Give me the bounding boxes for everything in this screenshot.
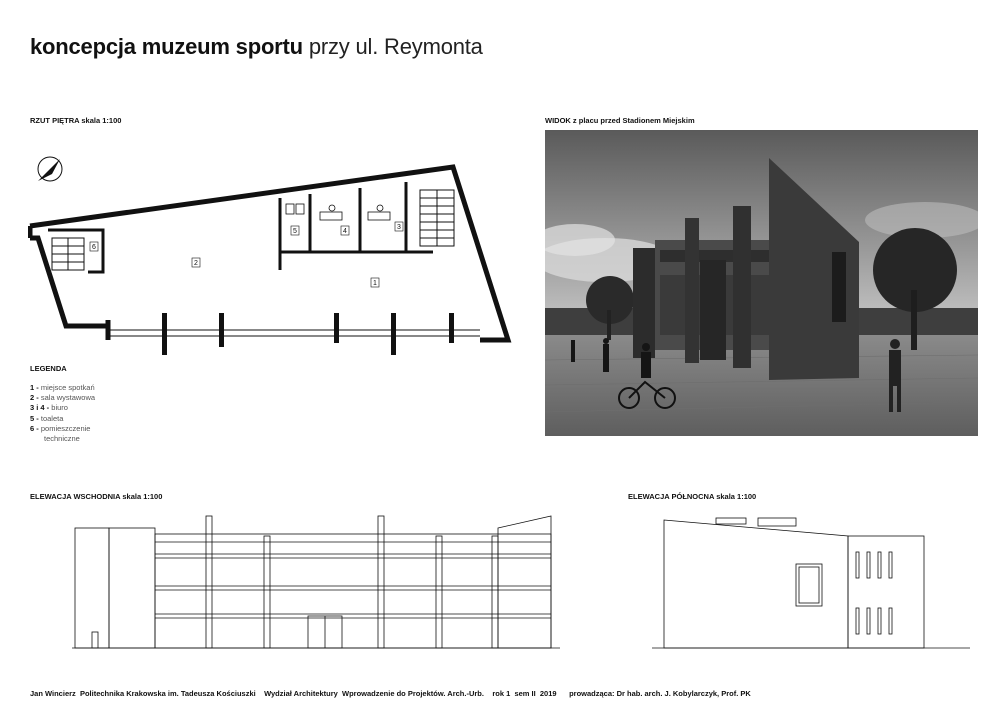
- room-number: 3: [397, 224, 401, 231]
- room-number: 5: [293, 228, 297, 235]
- view-label: WIDOK z placu przed Stadionem Miejskim: [545, 116, 695, 125]
- east-elevation-label: ELEWACJA WSCHODNIA skala 1:100: [30, 492, 163, 501]
- page-title: [30, 34, 483, 60]
- view-render: [545, 130, 978, 436]
- footer-course: Wprowadzenie do Projektów. Arch.-Urb.: [342, 689, 484, 698]
- legend-item: 1 - miejsce spotkań: [30, 383, 95, 392]
- legend-item: 6 - pomieszczenie: [30, 423, 91, 433]
- footer-supervisor: prowadząca: Dr hab. arch. J. Kobylarczyk, Prof. PK: [569, 689, 751, 698]
- footer-year: rok 1: [492, 689, 511, 698]
- footer-author: Jan Wincierz: [30, 689, 76, 698]
- east-elevation-drawing: [72, 512, 562, 652]
- footer-school: Politechnika Krakowska im. Tadeusza Kościuszki: [79, 689, 256, 698]
- footer: [30, 689, 751, 698]
- footer-faculty: Wydział Architektury: [264, 689, 338, 698]
- north-arrow-icon: [38, 157, 62, 181]
- plan-label: RZUT PIĘTRA skala 1:100: [30, 116, 122, 125]
- footer-semester: sem II: [514, 689, 536, 698]
- room-number: 4: [343, 228, 347, 235]
- room-number: 2: [194, 260, 198, 267]
- room-number: 1: [373, 280, 377, 287]
- legend-item: 3 i 4 - biuro: [30, 403, 68, 413]
- legend-item: 5 - toaleta: [30, 413, 64, 423]
- legend-continuation: techniczne: [44, 434, 80, 444]
- footer-date: 2019: [539, 689, 557, 698]
- legend-heading: LEGENDA: [30, 364, 67, 373]
- legend: [30, 383, 95, 444]
- legend-item: 2 - sala wystawowa: [30, 393, 96, 403]
- room-number: 6: [92, 244, 96, 251]
- floor-plan: [28, 150, 518, 360]
- title-light: przy ul. Reymonta: [308, 34, 483, 59]
- north-elevation-label: ELEWACJA PÓŁNOCNA skala 1:100: [628, 492, 757, 501]
- title-bold: koncepcja muzeum sportu: [30, 34, 303, 59]
- north-elevation-drawing: [652, 512, 972, 652]
